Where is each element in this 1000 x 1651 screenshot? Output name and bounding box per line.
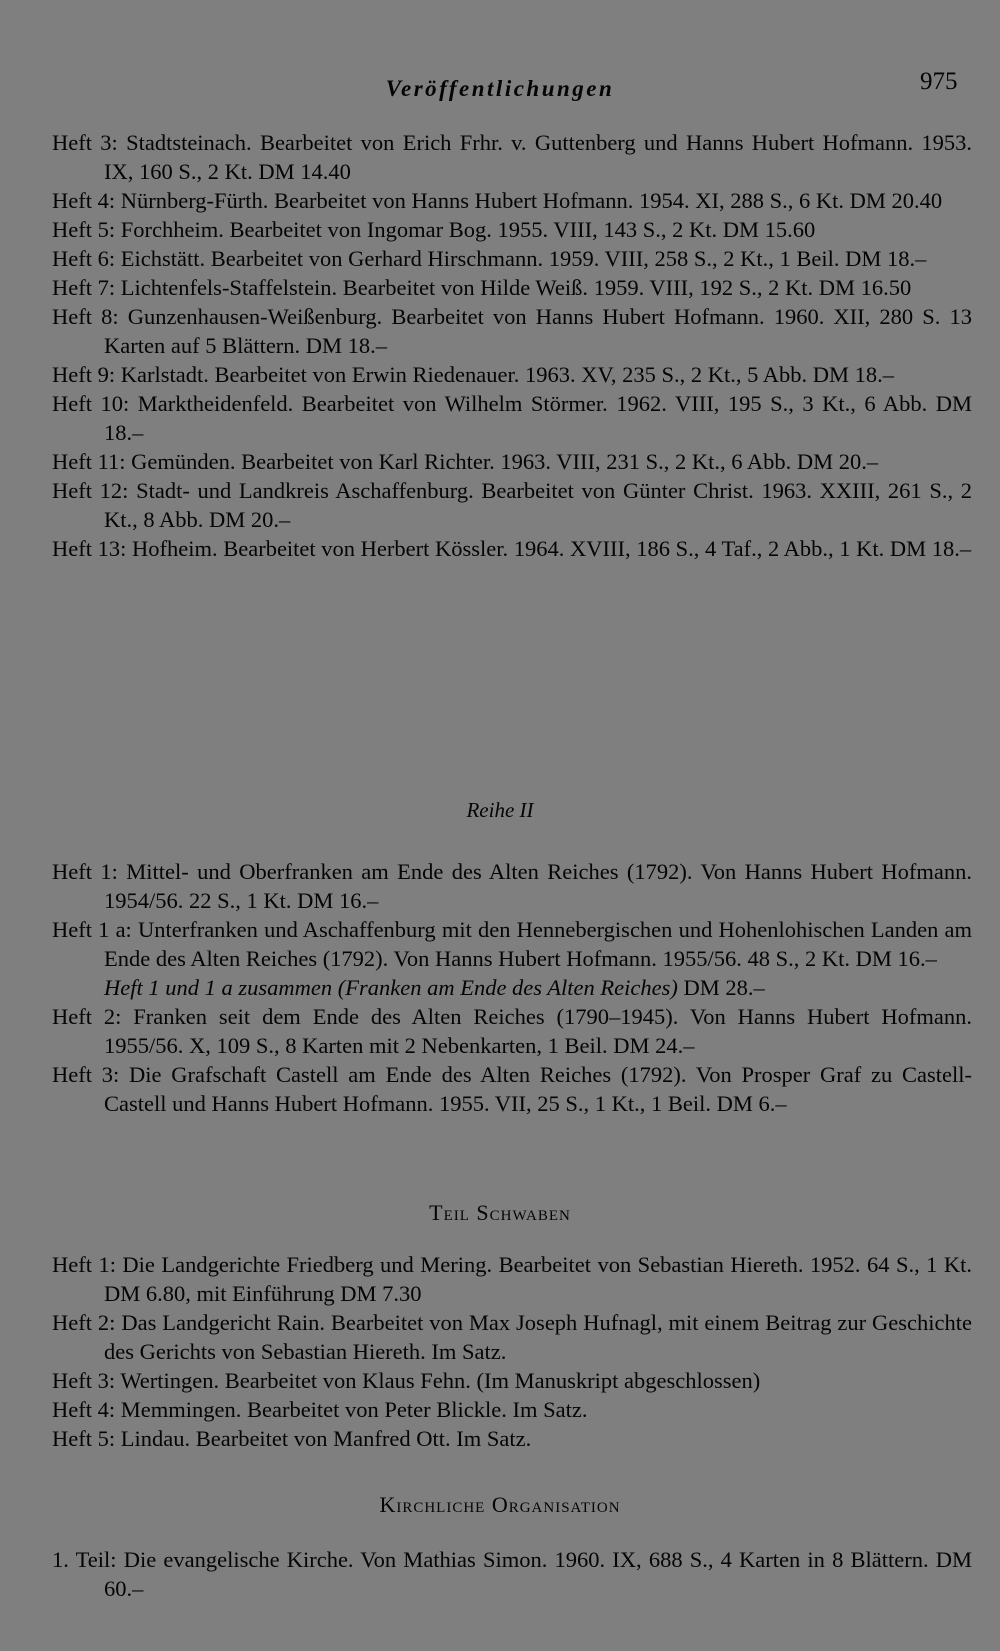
entry-label: Heft 3: <box>52 130 118 155</box>
entry-text: Die Landgerichte Friedberg und Mering. Bearbeitet von Sebastian Hiereth. 1952. 64 S., 1 Kt. DM 6.80, mit Einführung DM 7.30 <box>104 1252 973 1306</box>
list-item <box>52 1366 972 1395</box>
entry-label: Heft 1: <box>52 859 118 884</box>
entry-label: Heft 7: <box>52 275 116 300</box>
entry-label: Heft 11: <box>52 449 126 474</box>
entry-label: Heft 2: <box>52 1004 122 1029</box>
entry-text: Marktheidenfeld. Bearbeitet von Wilhelm Störmer. 1962. VIII, 195 S., 3 Kt., 6 Abb. DM 18.– <box>104 391 973 445</box>
entry-text: Nürnberg-Fürth. Bearbeitet von Hanns Hubert Hofmann. 1954. XI, 288 S., 6 Kt. DM 20.40 <box>120 188 943 213</box>
entry-label: Heft 1: <box>52 1252 116 1277</box>
entry-label: Heft 2: <box>52 1310 116 1335</box>
list-item <box>52 273 972 302</box>
entry-text: Das Landgericht Rain. Bearbeitet von Max Joseph Hufnagl, mit einem Beitrag zur Geschichte des Gerichts von Sebastian Hiereth. Im Satz. <box>104 1310 973 1364</box>
list-item <box>52 1308 972 1366</box>
section-heading-kirchliche-organisation: Kirchliche Organisation <box>379 1492 621 1517</box>
list-item <box>52 1395 972 1424</box>
entry-label: Heft 4: <box>52 188 116 213</box>
entry-label: Heft 8: <box>52 304 119 329</box>
entry-label: Heft 3: <box>52 1368 116 1393</box>
note-price: DM 28.– <box>677 975 765 1000</box>
entry-text: Mittel- und Oberfranken am Ende des Alten Reiches (1792). Von Hanns Hubert Hofmann. 1954/56. 22 S., 1 Kt. DM 16.– <box>104 859 972 913</box>
list-item <box>52 1545 972 1603</box>
list-item <box>52 186 972 215</box>
teil-schwaben-list <box>52 1250 972 1453</box>
entry-label: Heft 10: <box>52 391 130 416</box>
entry-text: Hofheim. Bearbeitet von Herbert Kössler. 1964. XVIII, 186 S., 4 Taf., 2 Abb., 1 Kt. DM 18.– <box>131 536 972 561</box>
list-item <box>52 1002 972 1060</box>
list-item <box>52 215 972 244</box>
list-item <box>52 128 972 186</box>
reihe-ii-list <box>52 857 972 1118</box>
entry-label: Heft 13: <box>52 536 127 561</box>
reihe-i-list <box>52 128 972 563</box>
entry-label: 1. Teil: <box>52 1547 117 1572</box>
entry-label: Heft 9: <box>52 362 116 387</box>
entry-label: Heft 4: <box>52 1397 116 1422</box>
list-item <box>52 476 972 534</box>
combined-note <box>52 973 972 1002</box>
entry-text: Eichstätt. Bearbeitet von Gerhard Hirschmann. 1959. VIII, 258 S., 2 Kt., 1 Beil. DM 18.– <box>120 246 927 271</box>
entry-text: Lichtenfels-Staffelstein. Bearbeitet von Hilde Weiß. 1959. VIII, 192 S., 2 Kt. DM 16.50 <box>120 275 912 300</box>
entry-label: Heft 1 a: <box>52 917 132 942</box>
list-item <box>52 1424 972 1453</box>
entry-text: Gemünden. Bearbeitet von Karl Richter. 1963. VIII, 231 S., 2 Kt., 6 Abb. DM 20.– <box>131 449 879 474</box>
list-item <box>52 244 972 273</box>
entry-label: Heft 12: <box>52 478 129 503</box>
list-item <box>52 1250 972 1308</box>
entry-label: Heft 3: <box>52 1062 120 1087</box>
section-heading-reihe-ii: Reihe II <box>466 798 534 822</box>
entry-label: Heft 5: <box>52 217 116 242</box>
note-italic: Heft 1 und 1 a zusammen (Franken am Ende des Alten Reiches) <box>104 975 678 1000</box>
entry-text: Gunzenhausen-Weißenburg. Bearbeitet von Hanns Hubert Hofmann. 1960. XII, 280 S. 13 Karten auf 5 Blättern. DM 18.– <box>104 304 972 358</box>
list-item <box>52 915 972 973</box>
entry-text: Die evangelische Kirche. Von Mathias Simon. 1960. IX, 688 S., 4 Karten in 8 Blättern. DM 60.– <box>104 1547 973 1601</box>
entry-label: Heft 6: <box>52 246 116 271</box>
entry-text: Lindau. Bearbeitet von Manfred Ott. Im Satz. <box>120 1426 532 1451</box>
list-item <box>52 302 972 360</box>
entry-text: Franken seit dem Ende des Alten Reiches (1790–1945). Von Hanns Hubert Hofmann. 1955/56. X, 109 S., 8 Karten mit 2 Nebenkarten, 1 Beil. DM 24.– <box>104 1004 972 1058</box>
entry-text: Memmingen. Bearbeitet von Peter Blickle. Im Satz. <box>120 1397 588 1422</box>
list-item <box>52 447 972 476</box>
entry-label: Heft 5: <box>52 1426 116 1451</box>
page-number: 975 <box>920 68 958 95</box>
list-item <box>52 534 972 563</box>
running-title: Veröffentlichungen <box>385 76 615 101</box>
entry-text: Stadt- und Landkreis Aschaffenburg. Bearbeitet von Günter Christ. 1963. XXIII, 261 S., 2 Kt., 8 Abb. DM 20.– <box>104 478 973 532</box>
list-item <box>52 857 972 915</box>
list-item <box>52 360 972 389</box>
entry-text: Unterfranken und Aschaffenburg mit den Hennebergischen und Hohenlohischen Landen am Ende des Alten Reiches (1792). Von Hanns Hubert Hofmann. 1955/56. 48 S., 2 Kt. DM 16.– <box>104 917 973 971</box>
entry-text: Die Grafschaft Castell am Ende des Alten Reiches (1792). Von Prosper Graf zu Castell-Castell und Hanns Hubert Hofmann. 1955. VII, 25 S., 1 Kt., 1 Beil. DM 6.– <box>104 1062 972 1116</box>
list-item <box>52 1060 972 1118</box>
list-item <box>52 389 972 447</box>
section-heading-teil-schwaben: Teil Schwaben <box>429 1200 571 1225</box>
entry-text: Forchheim. Bearbeitet von Ingomar Bog. 1955. VIII, 143 S., 2 Kt. DM 15.60 <box>120 217 816 242</box>
kirchliche-list <box>52 1545 972 1603</box>
entry-text: Stadtsteinach. Bearbeitet von Erich Frhr. v. Guttenberg und Hanns Hubert Hofmann. 1953. IX, 160 S., 2 Kt. DM 14.40 <box>104 130 973 184</box>
entry-text: Karlstadt. Bearbeitet von Erwin Riedenauer. 1963. XV, 235 S., 2 Kt., 5 Abb. DM 18.– <box>120 362 894 387</box>
entry-text: Wertingen. Bearbeitet von Klaus Fehn. (Im Manuskript abgeschlossen) <box>120 1368 761 1393</box>
